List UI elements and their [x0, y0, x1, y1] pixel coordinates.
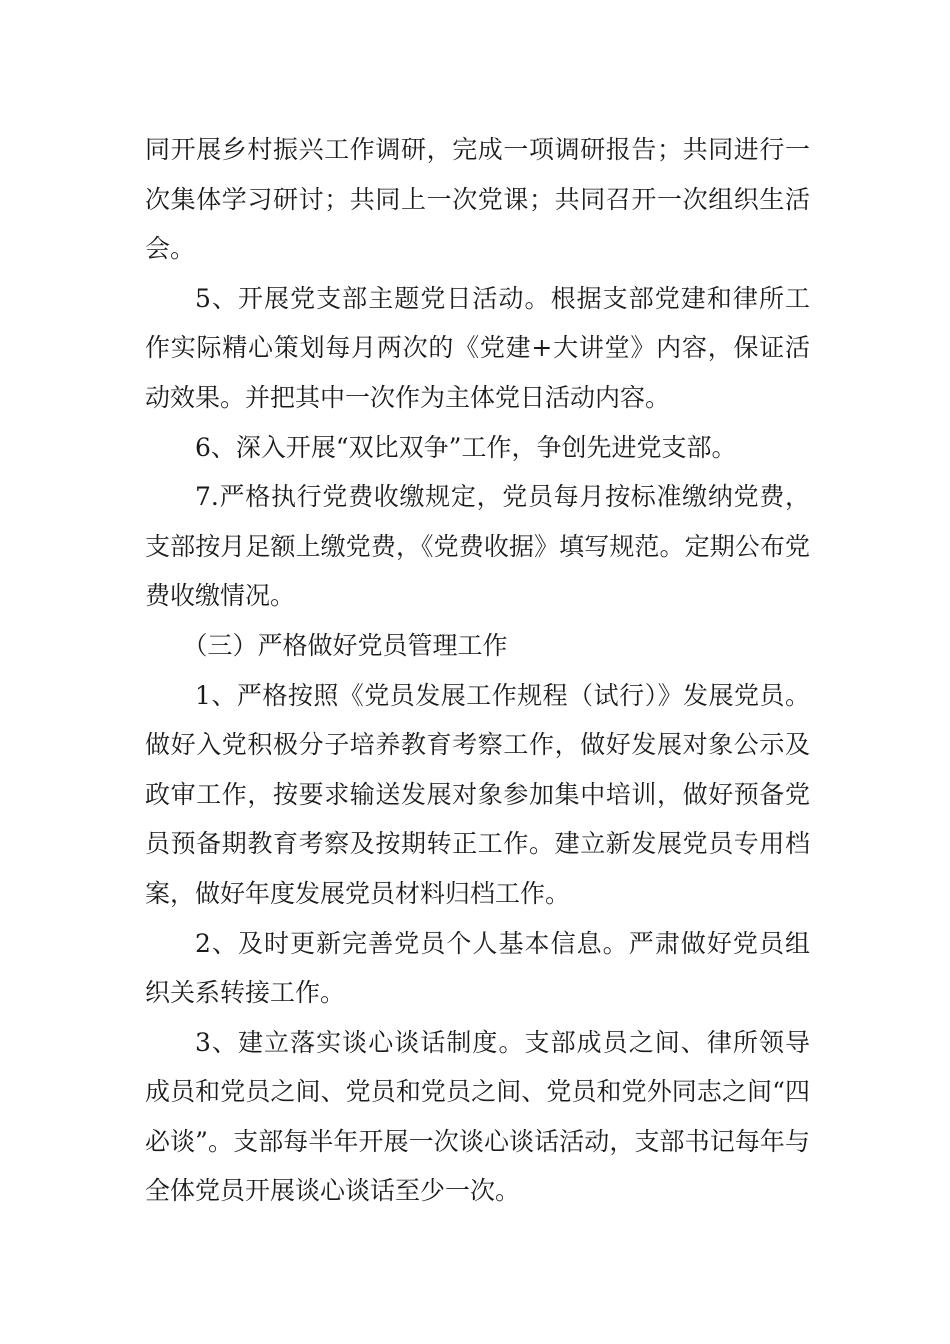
paragraph-continuation: 同开展乡村振兴工作调研，完成一项调研报告；共同进行一次集体学习研讨；共同上一次党课；共同召开一次组织生活会。 [145, 135, 810, 264]
document-body [145, 125, 810, 1216]
paragraph-item-2: 2、及时更新完善党员个人基本信息。严肃做好党员组织关系转接工作。 [145, 928, 810, 1008]
paragraph-item-1: 1、严格按照《党员发展工作规程（试行）》发展党员。做好入党积极分子培养教育考察工作，做好发展对象公示及政审工作，按要求输送发展对象参加集中培训，做好预备党员预备期教育考察及按期转正工作。建立新发展党员专用档案，做好年度发展党员材料归档工作。 [145, 680, 810, 908]
paragraph-item-6: 6、深入开展“双比双争”工作，争创先进党支部。 [195, 432, 737, 462]
paragraph-item-5: 5、开展党支部主题党日活动。根据支部党建和律所工作实际精心策划每月两次的《党建+大讲堂》内容，保证活动效果。并把其中一次作为主体党日活动内容。 [145, 283, 810, 412]
paragraph-item-7: 7.严格执行党费收缴规定，党员每月按标准缴纳党费，支部按月足额上缴党费，《党费收据》填写规范。定期公布党费收缴情况。 [145, 482, 810, 611]
paragraph-item-3: 3、建立落实谈心谈话制度。支部成员之间、律所领导成员和党员之间、党员和党员之间、党员和党外同志之间“四必谈”。支部每半年开展一次谈心谈话活动，支部书记每年与全体党员开展谈心谈话至少一次。 [145, 1027, 810, 1206]
section-heading-3: （三）严格做好党员管理工作 [182, 630, 508, 660]
